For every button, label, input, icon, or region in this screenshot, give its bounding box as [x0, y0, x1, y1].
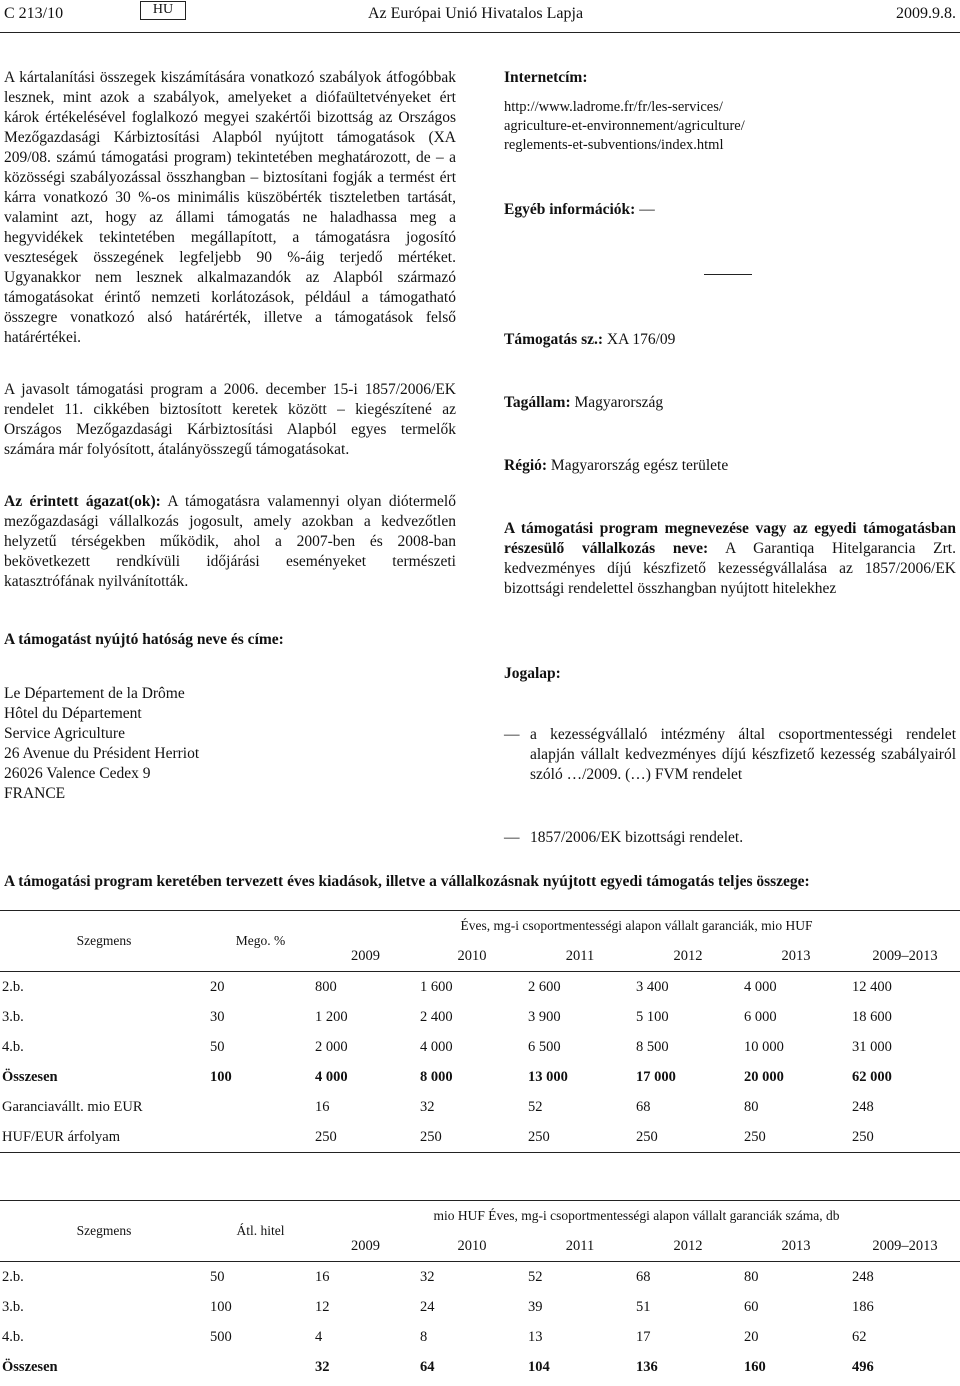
paragraph-proposed-scheme: A javasolt támogatási program a 2006. december 15-i 1857/2006/EK rendelet 11. cikkében biztosított keretek között – kiegészítené az Országos Mezőgazdasági Kárbiztosítási Alapból egyes termelők számára már folyósított, átalányösszegű támogatásokat. [4, 381, 456, 458]
authority-heading: A támogatást nyújtó hatóság neve és címe: [4, 631, 284, 648]
legal-item: — 1857/2006/EK bizottsági rendelet. [504, 829, 744, 846]
page-number: C 213/10 [4, 5, 64, 22]
address-line: Hôtel du Département [4, 705, 142, 722]
member-state-value: Magyarország [574, 394, 664, 411]
group-header: mio HUF Éves, mg-i csoportmentességi alapon vállalt garanciák száma, db [433, 1208, 840, 1223]
column-header: Szegmens [76, 1223, 132, 1238]
year-header: 2009 [351, 948, 380, 964]
authority-address [4, 684, 456, 804]
section-heading: A támogatási program keretében tervezett éves kiadások, illetve a vállalkozásnak nyújtott egyedi támogatás teljes összege: [4, 873, 810, 890]
year-header: 2011 [565, 1238, 595, 1254]
guarantee-count-table [0, 1200, 960, 1382]
paragraph-sector [4, 492, 456, 592]
address-line: Le Département de la Drôme [4, 685, 185, 702]
legal-item: — a kezességvállaló intézmény által csoportmentességi rendelet alapján vállalt kedvezményes díjú készfizető kezesség szabályairól szóló …/2009. (…) FVM rendelet [504, 726, 956, 783]
year-header: 2012 [673, 948, 703, 964]
other-info-value: — [639, 201, 655, 218]
scheme-title [504, 519, 956, 599]
page-header [4, 0, 956, 26]
year-header: 2012 [673, 1238, 703, 1254]
issue-date: 2009.9.8. [896, 5, 956, 22]
year-header: 2010 [457, 948, 487, 964]
year-header: 2011 [565, 948, 595, 964]
region-label: Régió: [504, 457, 548, 474]
other-info-label: Egyéb információk: [504, 201, 636, 218]
web-label: Internetcím: [504, 69, 588, 86]
table-row: 3.b. 100 12 24 39 51 60 186 [2, 1299, 874, 1315]
aid-number-label: Támogatás sz.: [504, 331, 604, 348]
table-row: 4.b. 50 2 000 4 000 6 500 8 500 10 000 31 000 [2, 1039, 892, 1055]
address-line: 26026 Valence Cedex 9 [4, 765, 151, 782]
region-value: Magyarország egész területe [550, 457, 729, 474]
year-header: 2009–2013 [872, 948, 938, 964]
total-row: Összesen 100 4 000 8 000 13 000 17 000 20 000 62 000 [2, 1069, 892, 1085]
year-header: 2009–2013 [872, 1238, 938, 1254]
other-info [504, 200, 956, 220]
member-state-label: Tagállam: [504, 394, 571, 411]
dash-icon: — [504, 829, 520, 846]
right-column [504, 68, 956, 155]
table-row: 4.b. 500 4 8 13 17 20 62 [2, 1329, 867, 1345]
table-row: HUF/EUR árfolyam 250 250 250 250 250 250 [0, 1122, 960, 1153]
group-header: Éves, mg-i csoportmentességi alapon vállalt garanciák, mio HUF [460, 918, 813, 933]
left-column [4, 68, 456, 804]
table-row: Garanciavállt. mio EUR 16 32 52 68 80 248 [2, 1099, 874, 1115]
scheme-label: A támogatási program megnevezése vagy az egyedi támogatásban részesülő vállalkozás neve: [504, 520, 956, 557]
table-row: 3.b. 30 1 200 2 400 3 900 5 100 6 000 18 600 [2, 1009, 892, 1025]
year-header: 2009 [351, 1238, 380, 1254]
region [504, 456, 956, 476]
address-line: 26 Avenue du Président Herriot [4, 745, 200, 762]
journal-title: Az Európai Unió Hivatalos Lapja [368, 5, 584, 22]
separator-rule [704, 274, 752, 275]
member-state [504, 393, 956, 413]
guarantee-table [0, 910, 960, 1153]
column-header: Szegmens [76, 933, 132, 948]
legal-basis-label: Jogalap: [504, 665, 561, 682]
address-line: FRANCE [4, 785, 66, 802]
table-row: 2.b. 20 800 1 600 2 600 3 400 4 000 12 400 [0, 972, 960, 1003]
aid-number [504, 330, 956, 350]
total-row: Összesen 32 64 104 136 160 496 [2, 1359, 874, 1375]
column-header: Mego. % [235, 933, 286, 948]
year-header: 2013 [781, 948, 811, 964]
scheme-value: A Garantiqa Hitelgarancia Zrt. kedvezményes díjú készfizető kezességvállalása az 1857/2006/EK bizottsági rendelettel összhangban nyújtott hitelekhez [504, 540, 956, 597]
web-address[interactable]: http://www.ladrome.fr/fr/les-services/ agriculture-et-environnement/agriculture/ reglements-et-subventions/index.html [504, 99, 745, 153]
header-rule [0, 32, 960, 33]
address-line: Service Agriculture [4, 725, 125, 742]
table-row: 2.b. 50 16 32 52 68 80 248 [0, 1262, 960, 1293]
year-header: 2013 [781, 1238, 811, 1254]
column-header: Átl. hitel [236, 1223, 285, 1238]
year-header: 2010 [457, 1238, 487, 1254]
dash-icon: — [504, 726, 520, 743]
sector-text: A támogatásra valamennyi olyan diótermelő mezőgazdasági vállalkozás jogosult, amely azokban a kedvezőtlen helyzetű térségekben működik, ahol a 2007-ben és 2008-ban bekövetkezett rendkívüli időjárási eseményeket természeti katasztrófának nyilvánították. [4, 493, 456, 590]
sector-label: Az érintett ágazat(ok): [4, 493, 161, 510]
aid-number-value: XA 176/09 [606, 331, 676, 348]
paragraph-compensation: A kártalanítási összegek kiszámítására vonatkozó szabályok átfogóbbak lesznek, mint azok a szabályok, amelyeket a diófaültetvényeket ért károk értékelésével foglalkozó megyei szakértői bizottság az Országos Mezőgazdasági Kárbiztosítási Alapból nyújtott támogatások (XA 209/08. számú támogatási program) tekintetében meghatározott, de – a közösségi szabályozással összhangban – biztosítani fogják a termést ért kárra vonatkozó 30 %-os minimális küszöbérték tiszteletben tartását, valamint azt, hogy az állami támogatás ne haladhassa meg a hegyvidékek tekintetében megállapított, a támogatásra jogosító veszteségek összegének legfeljebb 90 %-áig terjedő mértéket. Ugyanakkor nem lesznek alkalmazandók az Alapból származó támogatásokat érintő nemzeti korlátozások, például a támogatható összegre vonatkozó alsó határérték, illetve a támogatások felső határértékei. [4, 69, 456, 346]
language-badge: HU [140, 1, 186, 20]
